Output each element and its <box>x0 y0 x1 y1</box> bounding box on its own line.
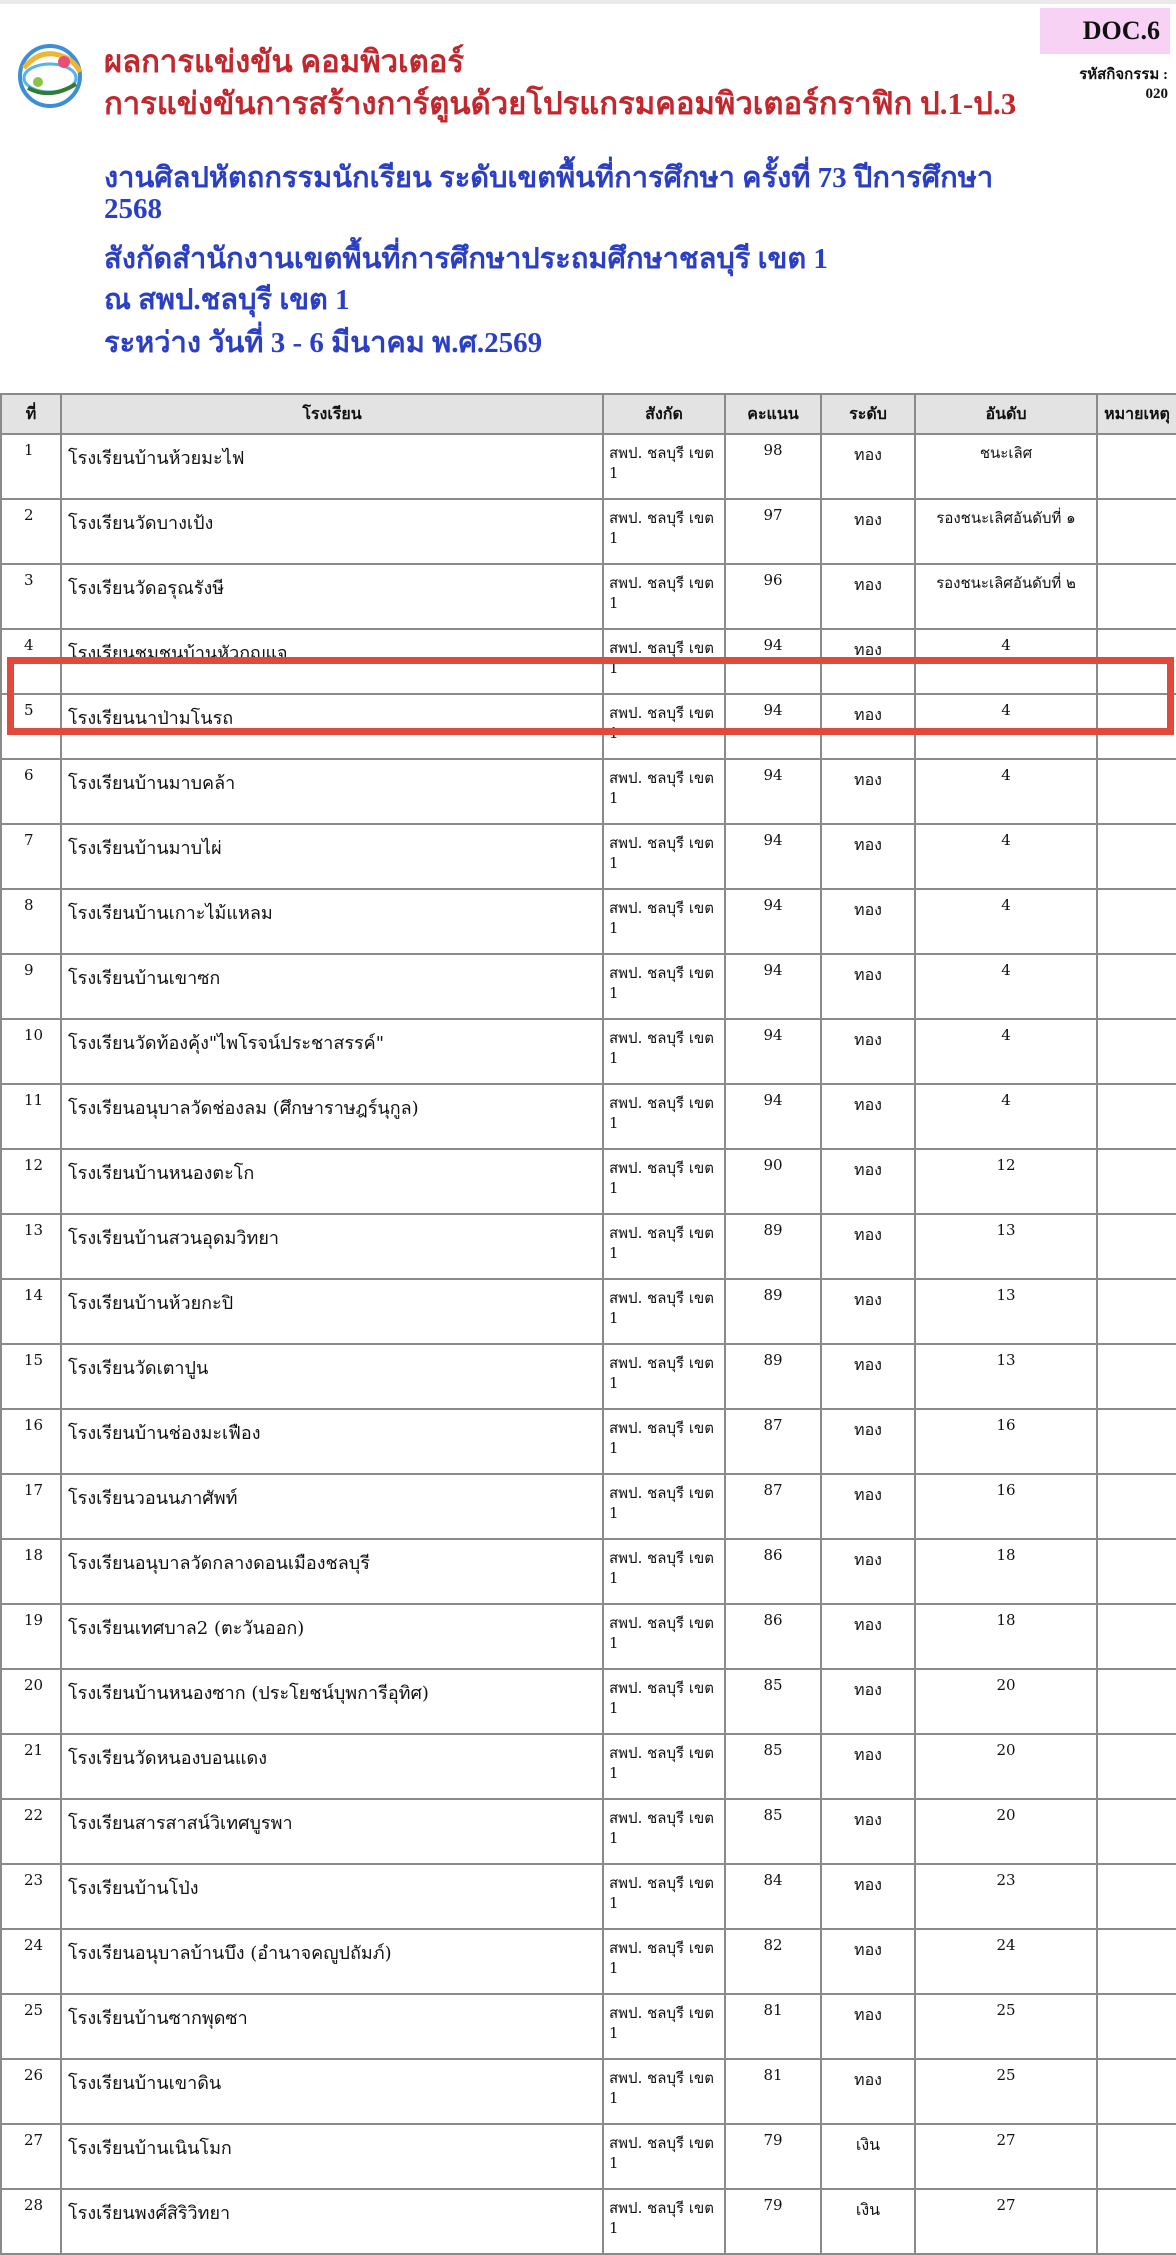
table-row <box>1 1799 1176 1864</box>
school-name-cell: โรงเรียนเทศบาล2 (ตะวันออก) <box>61 1604 603 1669</box>
rank-cell: 4 <box>915 824 1097 889</box>
rank-cell: 25 <box>915 1994 1097 2059</box>
note-cell <box>1097 1929 1176 1994</box>
affiliation-cell: สพป. ชลบุรี เขต 1 <box>603 1409 725 1474</box>
medal-level-cell: ทอง <box>821 1994 915 2059</box>
rank-cell: 13 <box>915 1214 1097 1279</box>
medal-level-cell: ทอง <box>821 1474 915 1539</box>
medal-level-cell: ทอง <box>821 564 915 629</box>
note-cell <box>1097 1994 1176 2059</box>
score-cell: 84 <box>725 1864 821 1929</box>
table-row <box>1 694 1176 759</box>
table-row <box>1 889 1176 954</box>
note-cell <box>1097 1864 1176 1929</box>
note-cell <box>1097 499 1176 564</box>
row-number-cell: 8 <box>1 889 61 954</box>
rank-cell: 13 <box>915 1279 1097 1344</box>
table-row <box>1 824 1176 889</box>
affiliation-cell: สพป. ชลบุรี เขต 1 <box>603 1149 725 1214</box>
table-row <box>1 2189 1176 2254</box>
page-title: ผลการแข่งขัน คอมพิวเตอร์ <box>104 44 465 79</box>
row-number-cell: 4 <box>1 629 61 694</box>
table-row <box>1 759 1176 824</box>
affiliation-cell: สพป. ชลบุรี เขต 1 <box>603 1214 725 1279</box>
table-row <box>1 1214 1176 1279</box>
school-name-cell: โรงเรียนวัดท้องคุ้ง"ไพโรจน์ประชาสรรค์" <box>61 1019 603 1084</box>
score-cell: 94 <box>725 759 821 824</box>
note-cell <box>1097 2189 1176 2254</box>
medal-level-cell: ทอง <box>821 1084 915 1149</box>
table-row <box>1 1669 1176 1734</box>
note-cell <box>1097 759 1176 824</box>
school-name-cell: โรงเรียนบ้านหนองซาก (ประโยชน์บุพการีอุทิศ) <box>61 1669 603 1734</box>
score-cell: 86 <box>725 1604 821 1669</box>
note-cell <box>1097 1149 1176 1214</box>
affiliation-cell: สพป. ชลบุรี เขต 1 <box>603 889 725 954</box>
table-row <box>1 1604 1176 1669</box>
school-name-cell: โรงเรียนชุมชนบ้านหัวกุญแจ <box>61 629 603 694</box>
table-row <box>1 1279 1176 1344</box>
affiliation-cell: สพป. ชลบุรี เขต 1 <box>603 1084 725 1149</box>
results-table <box>0 393 1176 2255</box>
school-name-cell: โรงเรียนบ้านเขาดิน <box>61 2059 603 2124</box>
affiliation-cell: สพป. ชลบุรี เขต 1 <box>603 1669 725 1734</box>
note-cell <box>1097 629 1176 694</box>
score-cell: 87 <box>725 1474 821 1539</box>
column-header-rank: อันดับ <box>915 394 1097 434</box>
affiliation-cell: สพป. ชลบุรี เขต 1 <box>603 434 725 499</box>
table-row <box>1 499 1176 564</box>
score-cell: 97 <box>725 499 821 564</box>
score-cell: 89 <box>725 1344 821 1409</box>
medal-level-cell: ทอง <box>821 1279 915 1344</box>
affiliation-cell: สพป. ชลบุรี เขต 1 <box>603 1279 725 1344</box>
score-cell: 94 <box>725 694 821 759</box>
affiliation-cell: สพป. ชลบุรี เขต 1 <box>603 1734 725 1799</box>
rank-cell: 4 <box>915 694 1097 759</box>
medal-level-cell: ทอง <box>821 1799 915 1864</box>
medal-level-cell: ทอง <box>821 1019 915 1084</box>
score-cell: 86 <box>725 1539 821 1604</box>
score-cell: 94 <box>725 1084 821 1149</box>
score-cell: 85 <box>725 1799 821 1864</box>
table-header-row <box>1 394 1176 434</box>
medal-level-cell: ทอง <box>821 1604 915 1669</box>
affiliation-cell: สพป. ชลบุรี เขต 1 <box>603 564 725 629</box>
table-row <box>1 434 1176 499</box>
column-header-score: คะแนน <box>725 394 821 434</box>
school-name-cell: โรงเรียนบ้านหนองตะโก <box>61 1149 603 1214</box>
row-number-cell: 12 <box>1 1149 61 1214</box>
affiliation-cell: สพป. ชลบุรี เขต 1 <box>603 2059 725 2124</box>
note-cell <box>1097 1279 1176 1344</box>
affiliation-cell: สพป. ชลบุรี เขต 1 <box>603 824 725 889</box>
table-row <box>1 954 1176 1019</box>
row-number-cell: 9 <box>1 954 61 1019</box>
rank-cell: 25 <box>915 2059 1097 2124</box>
rank-cell: 20 <box>915 1734 1097 1799</box>
school-name-cell: โรงเรียนบ้านมาบไผ่ <box>61 824 603 889</box>
score-cell: 82 <box>725 1929 821 1994</box>
rank-cell: 18 <box>915 1604 1097 1669</box>
score-cell: 94 <box>725 1019 821 1084</box>
score-cell: 94 <box>725 629 821 694</box>
row-number-cell: 10 <box>1 1019 61 1084</box>
school-name-cell: โรงเรียนพงศ์สิริวิทยา <box>61 2189 603 2254</box>
note-cell <box>1097 694 1176 759</box>
affiliation-cell: สพป. ชลบุรี เขต 1 <box>603 759 725 824</box>
table-row <box>1 1734 1176 1799</box>
table-row <box>1 564 1176 629</box>
rank-cell: 20 <box>915 1669 1097 1734</box>
affiliation-cell: สพป. ชลบุรี เขต 1 <box>603 954 725 1019</box>
event-dates: ระหว่าง วันที่ 3 - 6 มีนาคม พ.ศ.2569 <box>104 327 543 359</box>
rank-cell: 27 <box>915 2189 1097 2254</box>
note-cell <box>1097 1084 1176 1149</box>
rank-cell: 4 <box>915 889 1097 954</box>
school-name-cell: โรงเรียนสารสาสน์วิเทศบูรพา <box>61 1799 603 1864</box>
school-name-cell: โรงเรียนวัดบางเป้ง <box>61 499 603 564</box>
school-name-cell: โรงเรียนวัดอรุณรังษี <box>61 564 603 629</box>
table-row <box>1 2059 1176 2124</box>
score-cell: 89 <box>725 1214 821 1279</box>
venue: ณ สพป.ชลบุรี เขต 1 <box>104 284 350 316</box>
column-header-no: ที่ <box>1 394 61 434</box>
row-number-cell: 27 <box>1 2124 61 2189</box>
affiliation-cell: สพป. ชลบุรี เขต 1 <box>603 2124 725 2189</box>
school-name-cell: โรงเรียนวอนนภาศัพท์ <box>61 1474 603 1539</box>
score-cell: 85 <box>725 1669 821 1734</box>
row-number-cell: 18 <box>1 1539 61 1604</box>
rank-cell: 12 <box>915 1149 1097 1214</box>
affiliation-cell: สพป. ชลบุรี เขต 1 <box>603 694 725 759</box>
affiliation-cell: สพป. ชลบุรี เขต 1 <box>603 1864 725 1929</box>
event-year: 2568 <box>104 193 162 225</box>
event-subtitle: งานศิลปหัตถกรรมนักเรียน ระดับเขตพื้นที่การศึกษา ครั้งที่ 73 ปีการศึกษา <box>104 162 994 194</box>
table-row <box>1 1929 1176 1994</box>
rank-cell: 4 <box>915 1019 1097 1084</box>
column-header-school: โรงเรียน <box>61 394 603 434</box>
medal-level-cell: ทอง <box>821 759 915 824</box>
affiliation-cell: สพป. ชลบุรี เขต 1 <box>603 499 725 564</box>
school-name-cell: โรงเรียนบ้านห้วยมะไฟ <box>61 434 603 499</box>
school-name-cell: โรงเรียนบ้านห้วยกะปิ <box>61 1279 603 1344</box>
rank-cell: 4 <box>915 629 1097 694</box>
medal-level-cell: ทอง <box>821 1539 915 1604</box>
score-cell: 85 <box>725 1734 821 1799</box>
score-cell: 81 <box>725 1994 821 2059</box>
note-cell <box>1097 1734 1176 1799</box>
table-row <box>1 1409 1176 1474</box>
row-number-cell: 14 <box>1 1279 61 1344</box>
table-row <box>1 629 1176 694</box>
row-number-cell: 3 <box>1 564 61 629</box>
school-name-cell: โรงเรียนอนุบาลบ้านบึง (อำนาจคญูปถัมภ์) <box>61 1929 603 1994</box>
school-name-cell: โรงเรียนวัดเตาปูน <box>61 1344 603 1409</box>
school-name-cell: โรงเรียนบ้านเนินโมก <box>61 2124 603 2189</box>
note-cell <box>1097 1474 1176 1539</box>
row-number-cell: 23 <box>1 1864 61 1929</box>
medal-level-cell: ทอง <box>821 434 915 499</box>
competition-name: การแข่งขันการสร้างการ์ตูนด้วยโปรแกรมคอมพิวเตอร์กราฟิก ป.1-ป.3 <box>104 86 1017 121</box>
affiliation-cell: สพป. ชลบุรี เขต 1 <box>603 1474 725 1539</box>
row-number-cell: 25 <box>1 1994 61 2059</box>
table-row <box>1 1084 1176 1149</box>
top-rule <box>0 0 1176 4</box>
doc-code-badge: DOC.6 <box>1040 8 1170 54</box>
organizer: สังกัดสำนักงานเขตพื้นที่การศึกษาประถมศึกษาชลบุรี เขต 1 <box>104 243 828 275</box>
score-cell: 79 <box>725 2124 821 2189</box>
table-row <box>1 2124 1176 2189</box>
activity-code-label: รหัสกิจกรรม : <box>1079 67 1168 83</box>
rank-cell: รองชนะเลิศอันดับที่ ๑ <box>915 499 1097 564</box>
row-number-cell: 16 <box>1 1409 61 1474</box>
note-cell <box>1097 824 1176 889</box>
rank-cell: ชนะเลิศ <box>915 434 1097 499</box>
rank-cell: 4 <box>915 759 1097 824</box>
affiliation-cell: สพป. ชลบุรี เขต 1 <box>603 1019 725 1084</box>
school-name-cell: โรงเรียนบ้านซากพุดซา <box>61 1994 603 2059</box>
affiliation-cell: สพป. ชลบุรี เขต 1 <box>603 1994 725 2059</box>
note-cell <box>1097 889 1176 954</box>
rank-cell: 13 <box>915 1344 1097 1409</box>
rank-cell: 24 <box>915 1929 1097 1994</box>
row-number-cell: 5 <box>1 694 61 759</box>
row-number-cell: 17 <box>1 1474 61 1539</box>
row-number-cell: 7 <box>1 824 61 889</box>
affiliation-cell: สพป. ชลบุรี เขต 1 <box>603 1604 725 1669</box>
rank-cell: 4 <box>915 954 1097 1019</box>
medal-level-cell: เงิน <box>821 2124 915 2189</box>
competition-logo-icon <box>10 38 92 112</box>
column-header-affiliation: สังกัด <box>603 394 725 434</box>
note-cell <box>1097 2059 1176 2124</box>
row-number-cell: 11 <box>1 1084 61 1149</box>
table-row <box>1 1344 1176 1409</box>
medal-level-cell: ทอง <box>821 824 915 889</box>
note-cell <box>1097 1409 1176 1474</box>
note-cell <box>1097 1539 1176 1604</box>
school-name-cell: โรงเรียนนาป่ามโนรถ <box>61 694 603 759</box>
row-number-cell: 19 <box>1 1604 61 1669</box>
school-name-cell: โรงเรียนอนุบาลวัดกลางดอนเมืองชลบุรี <box>61 1539 603 1604</box>
affiliation-cell: สพป. ชลบุรี เขต 1 <box>603 1929 725 1994</box>
score-cell: 79 <box>725 2189 821 2254</box>
note-cell <box>1097 954 1176 1019</box>
table-row <box>1 1474 1176 1539</box>
medal-level-cell: ทอง <box>821 499 915 564</box>
rank-cell: รองชนะเลิศอันดับที่ ๒ <box>915 564 1097 629</box>
medal-level-cell: เงิน <box>821 2189 915 2254</box>
note-cell <box>1097 1344 1176 1409</box>
medal-level-cell: ทอง <box>821 1149 915 1214</box>
medal-level-cell: ทอง <box>821 954 915 1019</box>
note-cell <box>1097 2124 1176 2189</box>
table-row <box>1 1019 1176 1084</box>
school-name-cell: โรงเรียนบ้านเกาะไม้แหลม <box>61 889 603 954</box>
row-number-cell: 26 <box>1 2059 61 2124</box>
note-cell <box>1097 1604 1176 1669</box>
medal-level-cell: ทอง <box>821 694 915 759</box>
table-row <box>1 1149 1176 1214</box>
medal-level-cell: ทอง <box>821 1344 915 1409</box>
column-header-note: หมายเหตุ <box>1097 394 1176 434</box>
score-cell: 94 <box>725 954 821 1019</box>
row-number-cell: 24 <box>1 1929 61 1994</box>
school-name-cell: โรงเรียนบ้านมาบคล้า <box>61 759 603 824</box>
row-number-cell: 28 <box>1 2189 61 2254</box>
note-cell <box>1097 1214 1176 1279</box>
affiliation-cell: สพป. ชลบุรี เขต 1 <box>603 1799 725 1864</box>
note-cell <box>1097 1799 1176 1864</box>
score-cell: 98 <box>725 434 821 499</box>
medal-level-cell: ทอง <box>821 1409 915 1474</box>
affiliation-cell: สพป. ชลบุรี เขต 1 <box>603 1344 725 1409</box>
rank-cell: 20 <box>915 1799 1097 1864</box>
table-row <box>1 1994 1176 2059</box>
row-number-cell: 1 <box>1 434 61 499</box>
medal-level-cell: ทอง <box>821 1864 915 1929</box>
row-number-cell: 2 <box>1 499 61 564</box>
score-cell: 96 <box>725 564 821 629</box>
score-cell: 89 <box>725 1279 821 1344</box>
column-header-level: ระดับ <box>821 394 915 434</box>
rank-cell: 4 <box>915 1084 1097 1149</box>
activity-code-value: 020 <box>1145 86 1168 102</box>
note-cell <box>1097 434 1176 499</box>
school-name-cell: โรงเรียนอนุบาลวัดช่องลม (ศึกษาราษฎร์นุกูล) <box>61 1084 603 1149</box>
score-cell: 90 <box>725 1149 821 1214</box>
school-name-cell: โรงเรียนบ้านช่องมะเฟือง <box>61 1409 603 1474</box>
row-number-cell: 22 <box>1 1799 61 1864</box>
table-row <box>1 1539 1176 1604</box>
school-name-cell: โรงเรียนบ้านสวนอุดมวิทยา <box>61 1214 603 1279</box>
affiliation-cell: สพป. ชลบุรี เขต 1 <box>603 2189 725 2254</box>
rank-cell: 27 <box>915 2124 1097 2189</box>
medal-level-cell: ทอง <box>821 889 915 954</box>
medal-level-cell: ทอง <box>821 629 915 694</box>
medal-level-cell: ทอง <box>821 1214 915 1279</box>
rank-cell: 18 <box>915 1539 1097 1604</box>
note-cell <box>1097 1669 1176 1734</box>
medal-level-cell: ทอง <box>821 2059 915 2124</box>
rank-cell: 23 <box>915 1864 1097 1929</box>
row-number-cell: 15 <box>1 1344 61 1409</box>
medal-level-cell: ทอง <box>821 1669 915 1734</box>
row-number-cell: 20 <box>1 1669 61 1734</box>
medal-level-cell: ทอง <box>821 1734 915 1799</box>
score-cell: 94 <box>725 824 821 889</box>
school-name-cell: โรงเรียนบ้านโป่ง <box>61 1864 603 1929</box>
table-body <box>1 434 1176 2254</box>
note-cell <box>1097 1019 1176 1084</box>
medal-level-cell: ทอง <box>821 1929 915 1994</box>
school-name-cell: โรงเรียนบ้านเขาซก <box>61 954 603 1019</box>
score-cell: 81 <box>725 2059 821 2124</box>
score-cell: 87 <box>725 1409 821 1474</box>
row-number-cell: 21 <box>1 1734 61 1799</box>
note-cell <box>1097 564 1176 629</box>
row-number-cell: 6 <box>1 759 61 824</box>
school-name-cell: โรงเรียนวัดหนองบอนแดง <box>61 1734 603 1799</box>
row-number-cell: 13 <box>1 1214 61 1279</box>
rank-cell: 16 <box>915 1474 1097 1539</box>
score-cell: 94 <box>725 889 821 954</box>
affiliation-cell: สพป. ชลบุรี เขต 1 <box>603 629 725 694</box>
table-row <box>1 1864 1176 1929</box>
affiliation-cell: สพป. ชลบุรี เขต 1 <box>603 1539 725 1604</box>
rank-cell: 16 <box>915 1409 1097 1474</box>
